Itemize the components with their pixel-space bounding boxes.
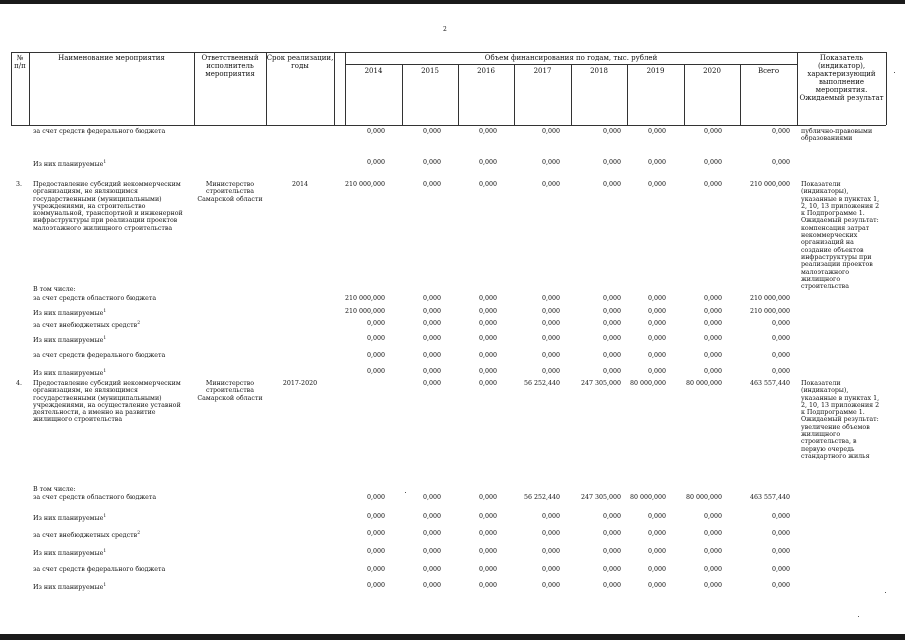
row-value: 0,000	[703, 368, 722, 375]
item-number: 3.	[16, 181, 23, 188]
table-rule	[29, 52, 30, 125]
row-value: 0,000	[366, 530, 385, 537]
row-value: 0,000	[602, 128, 621, 135]
row-value: 0,000	[647, 335, 666, 342]
header-year: 2016	[477, 67, 495, 75]
row-value: 0,000	[366, 513, 385, 520]
row-label: за счет средств областного бюджета	[33, 295, 157, 302]
row-value: 0,000	[602, 308, 621, 315]
header-executor: Ответственный исполнитель мероприятия	[201, 54, 259, 78]
row-value: 0,000	[703, 335, 722, 342]
row-value: 0,000	[478, 352, 497, 359]
row-value: 0,000	[366, 159, 385, 166]
indicator-text: Показатели (индикаторы), указанные в пунктах 1, 2, 10, 13 приложения 2 к Подпрограмме 1. Ожидаемый результат: увеличение объемов жилищного строительства, в первую очередь стандартного жилья	[801, 380, 880, 460]
row-value: 0,000	[602, 320, 621, 327]
row-value: 0,000	[703, 159, 722, 166]
row-label: Из них планируемые$^1$	[33, 549, 107, 558]
row-value: 0,000	[647, 320, 666, 327]
scan-speck	[858, 616, 859, 617]
row-value: 0,000	[703, 320, 722, 327]
row-value: 80 000,000	[685, 494, 722, 501]
scan-speck	[885, 592, 886, 593]
row-value: 0,000	[541, 128, 560, 135]
item-value: 210 000,000	[749, 181, 790, 188]
row-value: 0,000	[422, 530, 441, 537]
row-value: 0,000	[602, 513, 621, 520]
row-value: 0,000	[478, 308, 497, 315]
row-label: Из них планируемые$^1$	[33, 369, 107, 378]
row-value: 80 000,000	[629, 494, 666, 501]
item-value: 0,000	[647, 181, 666, 188]
header-num: № п/п	[14, 54, 26, 70]
item-value: 463 557,440	[749, 380, 790, 387]
item-value: 247 305,000	[580, 380, 621, 387]
table-rule	[345, 52, 346, 125]
row-value: 0,000	[602, 335, 621, 342]
item-value: 0,000	[478, 380, 497, 387]
row-label: Из них планируемые$^1$	[33, 514, 107, 523]
row-value: 0,000	[771, 352, 790, 359]
row-value: 0,000	[422, 566, 441, 573]
row-value: 0,000	[422, 513, 441, 520]
row-value: 0,000	[422, 335, 441, 342]
scan-speck	[894, 72, 895, 73]
item-value: 80 000,000	[629, 380, 666, 387]
row-value: 0,000	[366, 368, 385, 375]
row-label: за счет средств областного бюджета	[33, 494, 157, 501]
row-value: 0,000	[541, 368, 560, 375]
row-value: 0,000	[541, 513, 560, 520]
header-term: Срок реализации, годы	[266, 54, 334, 70]
item-value: 0,000	[422, 380, 441, 387]
page-number: 2	[443, 26, 447, 33]
row-value: 0,000	[771, 159, 790, 166]
row-value: 0,000	[422, 159, 441, 166]
item-value: 56 252,440	[523, 380, 560, 387]
row-label: за счет внебюджетных средств$^2$	[33, 531, 141, 540]
indicator-text: публично-правовыми образованиями	[801, 128, 873, 143]
item-value: 0,000	[541, 181, 560, 188]
row-value: 0,000	[647, 159, 666, 166]
row-value: 0,000	[478, 530, 497, 537]
row-value: 0,000	[647, 308, 666, 315]
row-label: за счет средств федерального бюджета	[33, 566, 166, 573]
row-value: 247 305,000	[580, 494, 621, 501]
row-value: 0,000	[366, 566, 385, 573]
row-label: за счет средств федерального бюджета	[33, 128, 166, 135]
header-volume: Объем финансирования по годам, тыс. рублей	[484, 54, 658, 62]
row-value: 0,000	[366, 582, 385, 589]
row-value: 0,000	[366, 494, 385, 501]
row-value: 0,000	[478, 548, 497, 555]
footnote-mark: 1	[103, 336, 107, 341]
row-value: 0,000	[602, 582, 621, 589]
row-value: 0,000	[703, 548, 722, 555]
row-value: 210 000,000	[749, 295, 790, 302]
row-value: 0,000	[478, 335, 497, 342]
row-value: 0,000	[703, 128, 722, 135]
item-executor: Министерство строительства Самарской области	[197, 181, 263, 203]
row-value: 0,000	[541, 530, 560, 537]
header-indicator: Показатель (индикатор), характеризующий выполнение мероприятия. Ожидаемый результат	[799, 54, 884, 102]
row-value: 0,000	[703, 308, 722, 315]
table-rule	[334, 52, 335, 125]
row-value: 0,000	[422, 548, 441, 555]
item-value: 0,000	[703, 181, 722, 188]
row-value: 0,000	[602, 548, 621, 555]
row-label: Из них планируемые$^1$	[33, 160, 107, 169]
footnote-mark: 1	[103, 583, 107, 588]
row-value: 0,000	[422, 308, 441, 315]
item-value: 80 000,000	[685, 380, 722, 387]
item-value: 0,000	[478, 181, 497, 188]
item-value: 0,000	[602, 181, 621, 188]
row-value: 0,000	[771, 128, 790, 135]
row-value: 0,000	[703, 295, 722, 302]
row-value: 0,000	[703, 352, 722, 359]
row-value: 0,000	[422, 295, 441, 302]
footnote-mark: 1	[103, 514, 107, 519]
row-value: 0,000	[478, 128, 497, 135]
table-rule	[11, 52, 886, 53]
row-value: 0,000	[478, 295, 497, 302]
item-number: 4.	[16, 380, 23, 387]
row-label: за счет средств федерального бюджета	[33, 352, 166, 359]
footnote-mark: 1	[103, 549, 107, 554]
row-value: 0,000	[703, 513, 722, 520]
row-value: 0,000	[602, 530, 621, 537]
item-value: 210 000,000	[344, 181, 385, 188]
row-value: 0,000	[602, 566, 621, 573]
table-rule	[11, 125, 886, 126]
row-value: 0,000	[602, 159, 621, 166]
row-value: 0,000	[366, 352, 385, 359]
table-rule	[886, 52, 887, 125]
scan-bottom-edge	[0, 634, 905, 640]
row-value: 0,000	[647, 128, 666, 135]
header-year: 2018	[590, 67, 608, 75]
row-label: Из них планируемые$^1$	[33, 309, 107, 318]
header-year: 2020	[703, 67, 721, 75]
header-year: 2017	[533, 67, 552, 75]
row-value: 0,000	[366, 320, 385, 327]
row-value: 463 557,440	[749, 494, 790, 501]
row-value: 0,000	[771, 320, 790, 327]
row-value: 0,000	[541, 308, 560, 315]
row-value: 0,000	[541, 335, 560, 342]
row-value: 0,000	[647, 582, 666, 589]
row-label: Из них планируемые$^1$	[33, 336, 107, 345]
indicator-text: Показатели (индикаторы), указанные в пунктах 1, 2, 10, 13 приложения 2 к Подпрограмме 1. Ожидаемый результат: компенсация затрат некоммерческих организаций на создание объектов инфраструктуры при реализации проектов малоэтажного жилищного строительства	[801, 181, 880, 291]
row-value: 0,000	[647, 352, 666, 359]
item-name: Предоставление субсидий некоммерческим организациям, не являющимся государственными (муниципальными) учреждениями, на строительство коммунальной, транспортной и инженерной инфраструктуры при реализации проектов малоэтажного жилищного строительства	[33, 181, 183, 232]
footnote-mark: 2	[137, 531, 141, 536]
scan-speck	[405, 492, 406, 493]
row-value: 0,000	[647, 513, 666, 520]
row-value: 0,000	[541, 566, 560, 573]
row-label: Из них планируемые$^1$	[33, 583, 107, 592]
footnote-mark: 1	[103, 369, 107, 374]
footnote-mark: 1	[103, 160, 107, 165]
row-value: 0,000	[422, 494, 441, 501]
row-value: 0,000	[422, 368, 441, 375]
row-value: 0,000	[771, 368, 790, 375]
row-value: 0,000	[478, 566, 497, 573]
row-value: 0,000	[602, 368, 621, 375]
row-value: 0,000	[478, 494, 497, 501]
row-value: 0,000	[541, 159, 560, 166]
row-value: 0,000	[366, 335, 385, 342]
row-value: 0,000	[771, 335, 790, 342]
footnote-mark: 1	[103, 309, 107, 314]
row-value: 0,000	[647, 368, 666, 375]
header-year: 2014	[364, 67, 383, 75]
row-value: 0,000	[541, 352, 560, 359]
item-term: 2017-2020	[282, 380, 318, 387]
row-value: 0,000	[647, 566, 666, 573]
row-value: 0,000	[703, 530, 722, 537]
row-value: 0,000	[422, 582, 441, 589]
item-value: 0,000	[422, 181, 441, 188]
header-year: Всего	[757, 67, 780, 75]
row-value: 210 000,000	[344, 295, 385, 302]
row-value: 0,000	[703, 582, 722, 589]
row-value: 0,000	[478, 513, 497, 520]
item-term: 2014	[291, 181, 309, 188]
row-value: 0,000	[422, 320, 441, 327]
row-value: 0,000	[602, 295, 621, 302]
row-value: 0,000	[771, 530, 790, 537]
row-value: 0,000	[541, 582, 560, 589]
row-value: 0,000	[602, 352, 621, 359]
row-value: 0,000	[478, 159, 497, 166]
row-value: 0,000	[647, 530, 666, 537]
row-value: 0,000	[771, 513, 790, 520]
row-value: 0,000	[647, 548, 666, 555]
row-value: 0,000	[771, 548, 790, 555]
row-value: 0,000	[541, 548, 560, 555]
row-value: 0,000	[541, 320, 560, 327]
header-year: 2015	[421, 67, 439, 75]
header-year: 2019	[646, 67, 665, 75]
row-value: 0,000	[478, 320, 497, 327]
row-value: 0,000	[541, 295, 560, 302]
row-value: 210 000,000	[344, 308, 385, 315]
row-value: 56 252,440	[523, 494, 560, 501]
row-value: 0,000	[422, 352, 441, 359]
row-value: 0,000	[478, 582, 497, 589]
row-value: 0,000	[771, 582, 790, 589]
included-label: В том числе:	[33, 286, 76, 293]
footnote-mark: 2	[137, 321, 141, 326]
item-executor: Министерство строительства Самарской области	[197, 380, 263, 402]
row-value: 210 000,000	[749, 308, 790, 315]
row-value: 0,000	[647, 295, 666, 302]
included-label: В том числе:	[33, 486, 76, 493]
item-name: Предоставление субсидий некоммерческим организациям, не являющимся государственными (муниципальными) учреждениями, на осуществление уставной деятельности, а именно на развитие жилищного строительства	[33, 380, 181, 424]
row-value: 0,000	[703, 566, 722, 573]
row-value: 0,000	[366, 548, 385, 555]
row-label: за счет внебюджетных средств$^2$	[33, 321, 141, 330]
row-value: 0,000	[422, 128, 441, 135]
row-value: 0,000	[366, 128, 385, 135]
row-value: 0,000	[771, 566, 790, 573]
header-name: Наименование мероприятия	[58, 54, 165, 62]
scan-top-edge	[0, 0, 905, 4]
row-value: 0,000	[478, 368, 497, 375]
